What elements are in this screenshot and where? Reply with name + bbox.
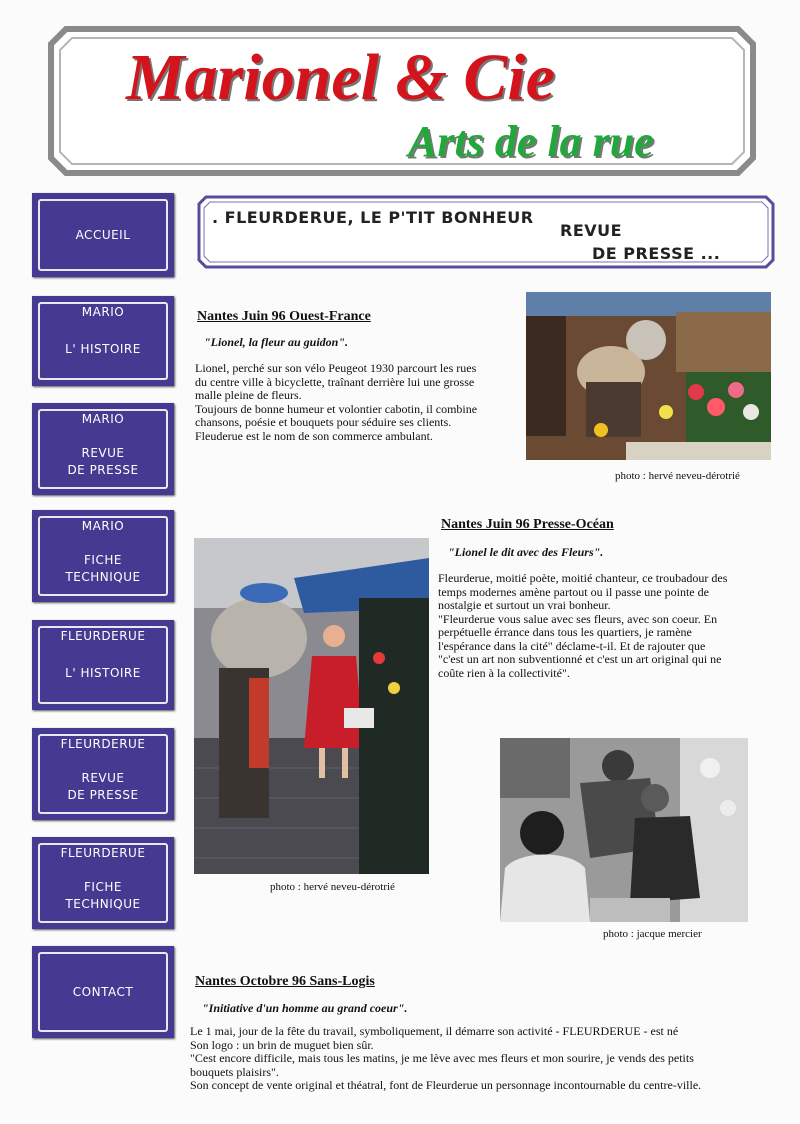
- nav-label: FLEURDERUE: [60, 737, 146, 751]
- article-heading: Nantes Octobre 96 Sans-Logis: [195, 974, 375, 989]
- nav-label: MARIO: [81, 519, 125, 533]
- article-quote: "Lionel le dit avec des Fleurs".: [448, 545, 604, 559]
- article-heading: Nantes Juin 96 Ouest-France: [197, 309, 371, 324]
- nav-fleurderue-fiche-technique[interactable]: [32, 837, 174, 929]
- site-header: [48, 26, 756, 176]
- nav-contact[interactable]: [32, 946, 174, 1038]
- article-quote: "Initiative d'un homme au grand coeur".: [202, 1001, 408, 1015]
- nav-fleurderue-histoire[interactable]: [32, 620, 174, 710]
- section-banner: [196, 194, 776, 270]
- nav-label: L' HISTOIRE: [65, 342, 141, 356]
- photo-caption: photo : jacque mercier: [603, 928, 702, 940]
- nav-label: L' HISTOIRE: [65, 666, 141, 680]
- photo-caption: photo : hervé neveu-dérotrié: [270, 881, 395, 893]
- nav-label: FICHE: [84, 880, 122, 894]
- nav-accueil[interactable]: [32, 193, 174, 277]
- nav-label: MARIO: [81, 305, 125, 319]
- photo-bw-portrait: [500, 738, 748, 922]
- article-body: Lionel, perché sur son vélo Peugeot 1930 parcourt les rues du centre ville à bicyclette, traînant derrière lui une grosse malle pleine de fleurs. Toujours de bonne humeur et volontier cabotin, il combine chansons, poésie et bouquets pour séduire ses clients. Fleuderue est le nom de son commerce ambulant.: [195, 361, 478, 443]
- site-title: Marionel & Cie: [126, 41, 556, 114]
- nav-label: MARIO: [81, 412, 125, 426]
- nav-label: DE PRESSE: [67, 788, 139, 802]
- nav-label: DE PRESSE: [67, 463, 139, 477]
- article-body: Le 1 mai, jour de la fête du travail, symboliquement, il démarre son activité - FLEURDERUE - est né Son logo : un brin de muguet bien sûr. "Cest encore difficile, mais tous les matins, je me lève avec mes fleurs et mon sourire, je vends des petits bouquets plaisirs". Son concept de vente original et théatral, font de Fleurderue un personnage incontournable du centre-ville.: [190, 1024, 702, 1092]
- nav-label: CONTACT: [72, 985, 134, 999]
- banner-title: . FLEURDERUE, LE P'TIT BONHEUR: [212, 208, 534, 227]
- article-quote: "Lionel, la fleur au guidon".: [204, 335, 349, 349]
- photo-street-scene: [194, 538, 429, 874]
- nav-label: TECHNIQUE: [65, 570, 141, 584]
- nav-label: FLEURDERUE: [60, 629, 146, 643]
- photo-caption: photo : hervé neveu-dérotrié: [615, 470, 740, 482]
- nav-mario-fiche-technique[interactable]: [32, 510, 174, 602]
- photo-flower-vendor: [526, 292, 771, 460]
- site-subtitle: Arts de la rue: [408, 117, 654, 166]
- banner-revue: REVUE: [560, 221, 623, 240]
- article-heading: Nantes Juin 96 Presse-Océan: [441, 517, 614, 532]
- nav-label: FICHE: [84, 553, 122, 567]
- nav-label: FLEURDERUE: [60, 846, 146, 860]
- nav-label: REVUE: [81, 771, 125, 785]
- nav-label: TECHNIQUE: [65, 897, 141, 911]
- nav-fleurderue-revue-presse[interactable]: [32, 728, 174, 820]
- banner-presse: DE PRESSE ...: [592, 244, 721, 263]
- article-body: Fleurderue, moitié poète, moitié chanteur, ce troubadour des temps modernes amène partout ou il passe une pointe de nostalgie et surtout un vrai bonheur. "Fleurderue vous salue avec ses fleurs, avec son coeur. En perpétuelle érrance dans tous les quartiers, je ramène l'espérance dans la cité" déclame-t-il. Et de rajouter que "c'est un art non subventionné et c'est un art original qui ne coûte rien à la collectivité".: [438, 571, 728, 680]
- nav-mario-histoire[interactable]: [32, 296, 174, 386]
- nav-label: REVUE: [81, 446, 125, 460]
- nav-label: ACCUEIL: [75, 228, 131, 242]
- nav-mario-revue-presse[interactable]: [32, 403, 174, 495]
